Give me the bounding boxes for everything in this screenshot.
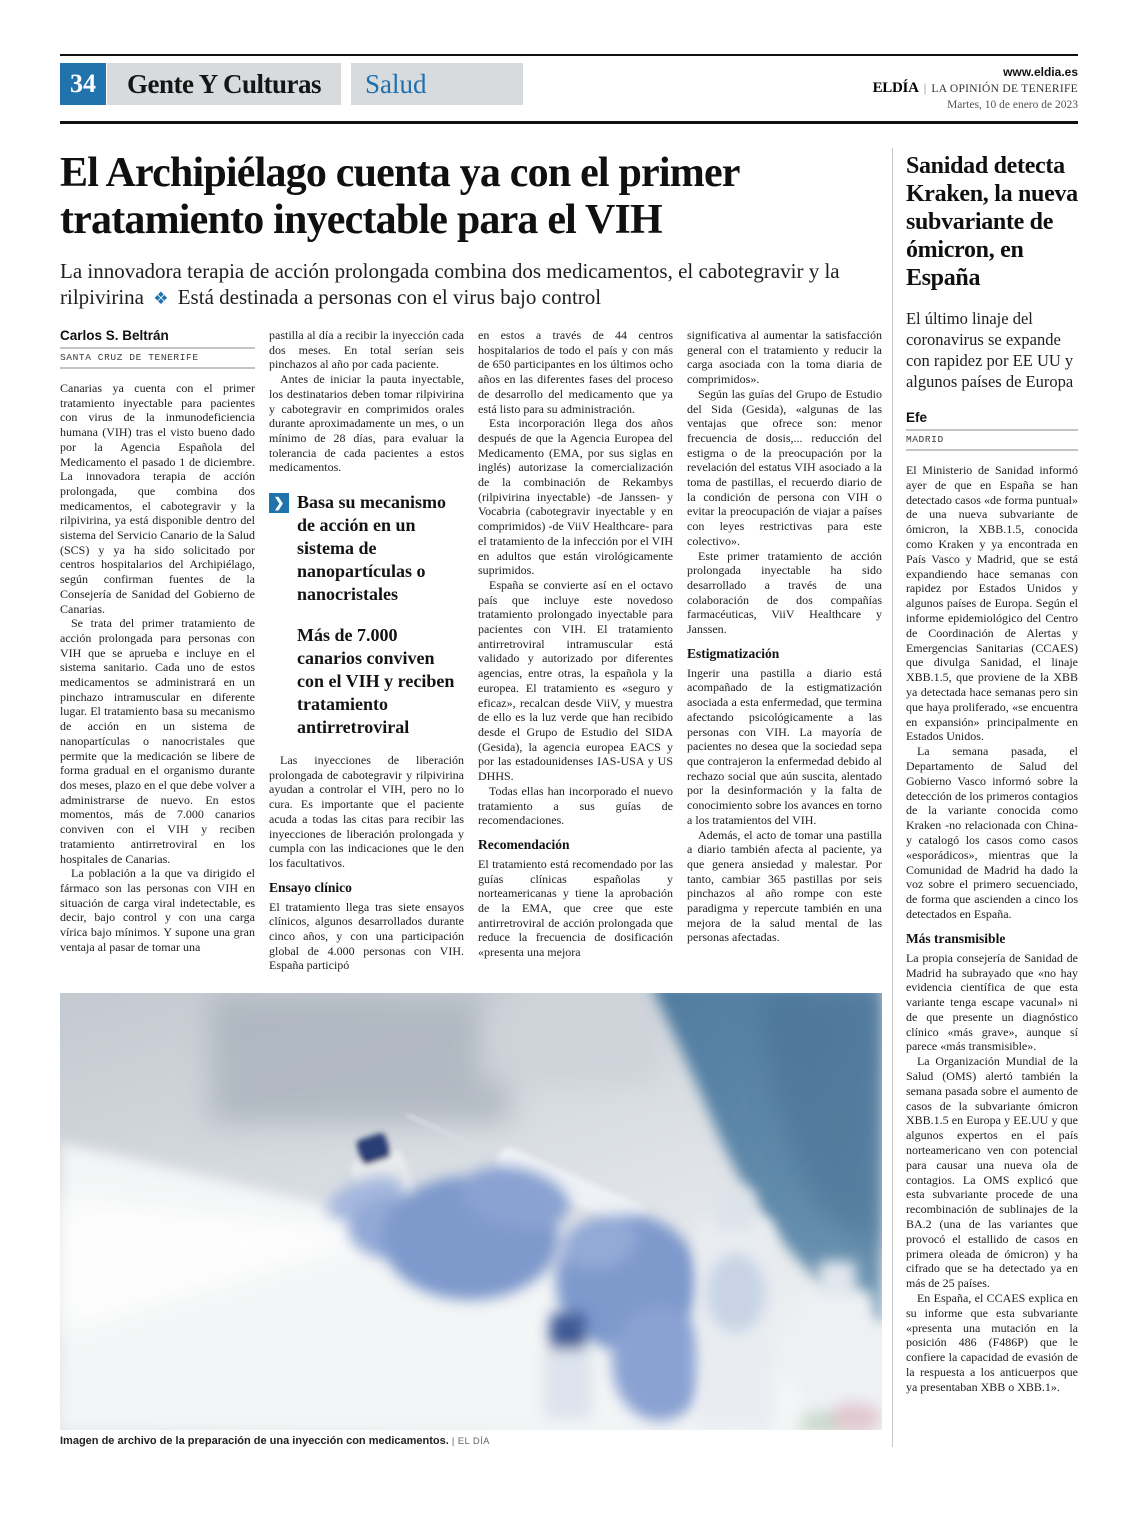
header-left: [60, 63, 523, 105]
photo-caption: [60, 1435, 882, 1447]
article-photo: [60, 993, 882, 1430]
paragraph: El Ministerio de Sanidad informó ayer de que en España se han detectado casos «de forma puntual» de una nueva subvariante de ómicron, la XBB.1.5, conocida como Kraken y ya encontrada en País Vasco y Madrid, que se está expandiendo hace semanas con rapidez por Estados Unidos y algunos países de Europa. Según el informe epidemiológico del Centro de Coordinación de Alertas y Emergencias Sanitarias (CCAES) que divulga Sanidad, el linaje XBB.1.5, que proviene de la XBB ya detectada hace semanas pero sin que haya proliferado, «se encuentra en expansión» principalmente en Estados Unidos.: [905, 463, 1078, 744]
sidebar-subhead: Más transmisible: [905, 930, 1006, 946]
photo-caption-text: Imagen de archivo de la preparación de una inyección con medicamentos.: [60, 1435, 449, 1447]
sidebar-byline-author: Efe: [906, 410, 1078, 431]
paragraph: Este primer tratamiento de acción prolongada inyectable ha sido desarrollado a través de una colaboración de dos compañías farmacéuticas, ViiV Healthcare y Janssen.: [687, 548, 882, 637]
sidebar-byline-place: MADRID: [906, 431, 1078, 451]
paragraph: Según las guías del Grupo de Estudio del Sida (Gesida), «algunas de las ventajas que ofrece son: menor frecuencia de dosis,... reducción del estigma o de la preocupación por la revelación del estatus VIH asociado a la toma de pastillas, el recuerdo diario de la condición de persona con VIH o evitar la preocupación de viajar a países con leyes restrictivas para este colectivo».: [687, 386, 882, 548]
section-title: Gente Y Culturas: [107, 63, 341, 105]
paragraph: La semana pasada, el Departamento de Salud del Gobierno Vasco informó sobre la detección de los primeros contagios de la variante conocida como Kraken -no relacionada con China- y catalogó los casos como casos «esporádicos», mientras que la Comunidad de Madrid ha dado la voz sobre el primero secuenciado, de forma que ascienden a cinco los detectados en España.: [905, 744, 1078, 921]
edition-date: Martes, 10 de enero de 2023: [947, 99, 1078, 111]
paragraph: Todas ellas han incorporado el nuevo tratamiento a sus guías de recomendaciones.: [478, 783, 673, 828]
article-column-3: [478, 328, 673, 983]
subsection-title: Salud: [351, 63, 523, 105]
header-right: [873, 63, 1078, 113]
pull-quote-row: [269, 491, 464, 606]
page-content: [60, 144, 1078, 1447]
page-number-badge: 34: [60, 63, 106, 105]
paragraph: La Organización Mundial de la Salud (OMS) alertó también la semana pasada sobre el aumento de casos de la subvariante ómicron XBB.1.5 en Europa y EE.UU y que algunos expertos en el país norteamericano ven con potencial para causar una nueva ola de contagios. La OMS explicó que esta subvariante procede de una recombinación de sublinajes de la BA.2 (una de las variantes que provocó el estallido de casos en primera oleada de ómicron) y ha cifrado que se ha detectado ya en más de 25 países.: [905, 1054, 1078, 1291]
deck-part-2: Está destinada a personas con el virus bajo control: [177, 285, 602, 309]
sidebar-headline: Sanidad detecta Kraken, la nueva subvariante de ómicron, en España: [905, 153, 1078, 291]
paragraph: España se convierte así en el octavo país que incluye este novedoso tratamiento prolongado inyectable para pacientes con VIH. El tratamiento antirretroviral intramuscular está validado y autorizado por diferentes agencias, entre otras, la española y la europea. El tratamiento es «seguro y eficaz», recalcan desde ViiV, y muestra de ello es la luz verde que han recibido desde el Grupo de Estudio del SIDA (Gesida), la agencia europea EACS y por las estadounidenses IAS-USA y US DHHS.: [478, 577, 673, 784]
sidebar-article: [906, 144, 1078, 1447]
paragraph: Además, el acto de tomar una pastilla a diario también afecta al paciente, ya que genera ansiedad y malestar. Por tanto, cambiar 365 pastillas por seis pinchazos al año rompe con este paradigma y repercute también en una mejora de la salud mental de las personas afectadas.: [687, 827, 882, 945]
paragraph: Ingerir una pastilla a diario está acompañado de la estigmatización asociada a esta enfermedad, que termina afectando psicológicamente a las personas con VIH. La mayoría de pacientes no desea que la sociedad sepa que contrajeron la enfermedad debido al rechazo social que aún suscita, alentado por la desinformación y la falta de conocimiento sobre los avances en torno a los tratamientos del VIH.: [687, 665, 882, 827]
article-deck: [60, 258, 850, 312]
paragraph: La población a la que va dirigido el fármaco son las personas con VIH en situación de carga viral indetectable, es decir, bajo control y con una carga vírica bajo mínimos. Y supone una gran ventaja al pasar de tomar una: [60, 866, 255, 954]
paragraph: significativa al aumentar la satisfacción general con el tratamiento y reducir la carga asociada con la toma diaria de comprimidos».: [687, 328, 882, 387]
article-column-1: [60, 328, 255, 983]
main-article: [60, 144, 882, 1447]
column-subhead: Recomendación: [478, 836, 570, 852]
article-columns: [60, 328, 882, 983]
paragraph: Se trata del primer tratamiento de acción prolongada para personas con VIH que se aprueba e incluye en el sistema sanitario. Cada uno de estos medicamentos se administrará en un pinchazo intramuscular en diferente lugar. El tratamiento basa su mecanismo de acción en un sistema de nanopartículas o nanocristales que permite que la medicación se libere de forma gradual en el organismo durante dos meses, plazo en el que debe volver a administrarse de nuevo. En estos momentos, más de 7.000 canarios conviven con el VIH y reciben tratamiento antirretroviral en los hospitales de Canarias.: [60, 616, 255, 866]
deck-part-1: La innovadora terapia de acción prolongada combina dos medicamentos, el cabotegravir y la rilpivirina: [60, 259, 840, 309]
column-subhead: Estigmatización: [687, 645, 780, 661]
paragraph: Canarias ya cuenta con el primer tratamiento inyectable para pacientes con virus de la inmunodeficiencia humana (VIH) tras el visto bueno dado por la Agencia Española del Medicamento el pasado 1 de diciembre. La innovadora terapia de acción prolongada, que combina dos medicamentos, el cabotegravir y la rilpivirina, ya está disponible dentro del sistema del Servicio Canario de la Salud (SCS) y ya ha sido solicitado por centros hospitalarios del Archipiélago, según confirman fuentes de la Consejería de Sanidad del Gobierno de Canarias.: [60, 381, 255, 616]
column-divider: [892, 148, 893, 1447]
header-rule: [60, 121, 1078, 124]
masthead-suffix: LA OPINIÓN DE TENERIFE: [931, 83, 1078, 95]
masthead-logo: ELDÍA: [872, 80, 919, 96]
paragraph: Las inyecciones de liberación prolongada de cabotegravir y rilpivirina ayudan a controlar el VIH, pero no lo cura. Es importante que el paciente acuda a todas las citas para recibir las inyecciones de liberación prolongada y cumpla con las indicaciones que le den los facultativos.: [269, 753, 464, 870]
pull-quote: [269, 491, 464, 739]
paragraph: La propia consejería de Sanidad de Madrid ha subrayado que «no hay evidencia científica de que esta variante tenga escape vacunal» ni de que presente un diagnóstico clínico «más grave», aunque sí parece «más transmisible».: [905, 950, 1078, 1054]
article-headline: El Archipiélago cuenta ya con el primer tratamiento inyectable para el VIH: [60, 150, 739, 243]
masthead-divider: |: [923, 81, 927, 95]
paragraph: Antes de iniciar la pauta inyectable, los destinatarios deben tomar rilpivirina y cabotegravir en comprimidos orales durante aproximadamente un mes, o un mínimo de 28 días, para evaluar la tolerancia de cada pacientes a estos medicamentos.: [269, 372, 464, 475]
paragraph: En España, el CCAES explica en su informe que esta subvariante «presenta una mutación en la posición 486 (F486P) que le confiere la capacidad de evasión de la respuesta a los anticuerpos que ya presentaban XBB o XBB.1».: [905, 1291, 1078, 1394]
pull-quote-text-1: Basa su mecanismo de acción en un sistema de nanopartículas o nanocristales: [297, 492, 447, 605]
paragraph: pastilla al día a recibir la inyección cada dos meses. En total serían seis pinchazos al año por cada paciente.: [269, 328, 464, 372]
paragraph: El tratamiento llega tras siete ensayos clínicos, algunos desarrollados durante cinco años, y con una participación global de 4.000 personas con VIH. España participó: [269, 899, 464, 973]
byline-author: Carlos S. Beltrán: [60, 328, 255, 349]
masthead-line: [873, 81, 1078, 97]
pullquote-arrow-icon: ❯: [269, 493, 289, 513]
article-photo-block: [60, 993, 882, 1447]
paragraph: en estos a través de 44 centros hospitalarios de todo el país y con más de 650 participantes en los últimos ocho años en las diferentes fases del proceso de desarrollo del medicamento que ya está listo para su administración.: [478, 328, 673, 416]
byline: [60, 328, 255, 369]
sidebar-deck: El último linaje del coronavirus se expande con rapidez por EE UU y algunos países de Europa: [905, 309, 1074, 391]
website-url: www.eldia.es: [1003, 65, 1078, 79]
paragraph: El tratamiento está recomendado por las guías clínicas españolas y norteamericanas y tiene la aprobación de la EMA, que cree que este antirretroviral de acción prolongada que reduce la frecuencia de dosificación «presenta una mejora: [478, 856, 673, 960]
page-header: [60, 56, 1078, 121]
article-column-2: [269, 328, 464, 983]
sidebar-byline: [906, 410, 1078, 451]
paragraph: Esta incorporación llega dos años después de que la Agencia Europea del Medicamento (EMA, por sus siglas en inglés) autorizase la comercialización de la combinación de Rekambys (rilpivirina inyectable) -de Janssen- y Vocabria (cabotegravir inyectable y en comprimidos) -de ViiV Healthcare- para el tratamiento de la infección por el VIH en adultos que están virológicamente suprimidos.: [478, 416, 673, 578]
article-column-4: [687, 328, 882, 983]
pull-quote-text-2: Más de 7.000 canarios conviven con el VIH y reciben tratamiento antirretroviral: [297, 625, 455, 738]
deck-separator-icon: ❖: [153, 289, 169, 308]
photo-credit: | EL DÍA: [451, 1436, 490, 1447]
column-subhead: Ensayo clínico: [269, 879, 352, 895]
byline-place: SANTA CRUZ DE TENERIFE: [60, 349, 255, 369]
